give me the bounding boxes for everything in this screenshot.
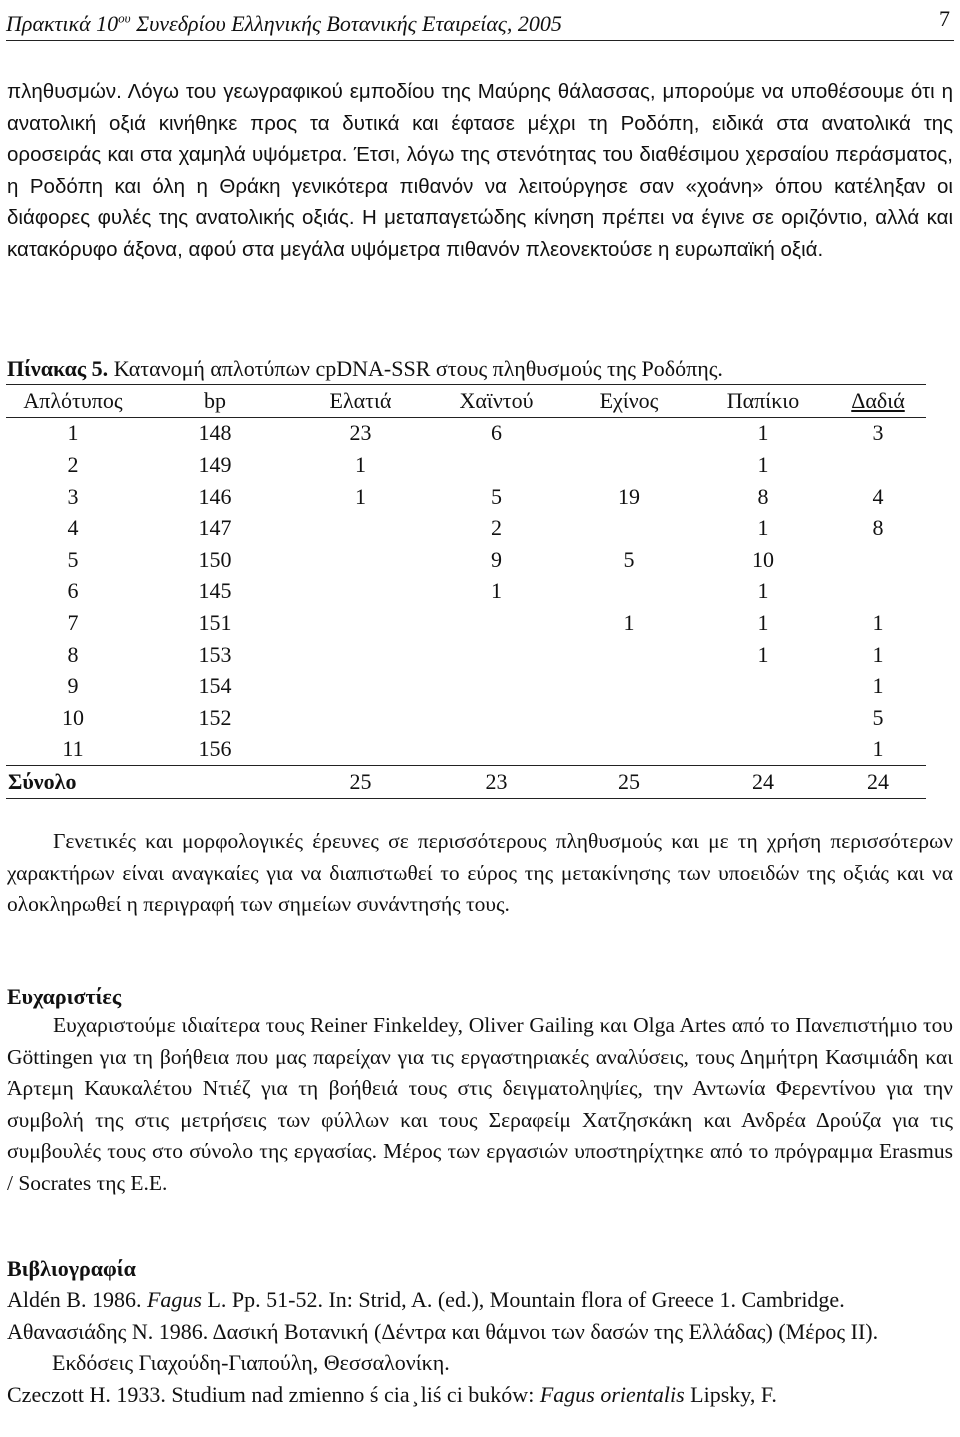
table-cell: 5 [872, 704, 884, 730]
total-label: Σύνολο [6, 766, 140, 799]
table-cell: 1 [757, 609, 769, 635]
table-cell: 146 [198, 483, 232, 509]
table-total-row [6, 766, 926, 799]
acknowledgements-text: Ευχαριστούμε ιδιαίτερα τους Reiner Finkeldey, Oliver Gailing και Olga Artes από το Πανεπιστήμιο του Göttingen για τη βοήθεια που μας παρείχαν για τις εργαστηριακές αναλύσεις, τους Δημήτρη Κασιμιάδη και Άρτεμη Καυκαλέτου Ντιέζ για τη βοήθειά τους στις δειγματοληψίες, την Αντωνία Φερεντίνου για την συμβολή της στις μετρήσεις των φύλλων και τους Σεραφείμ Χατζησκάκη και Ανδρέα Δρούζα για τις συμβουλές τους στο σύνολο της εργασίας. Μέρος των εργασιών υποστηρίχτηκε από το πρόγραμμα Erasmus / Socrates της Ε.Ε. [7, 1013, 953, 1195]
col-header: Χαϊντού [431, 385, 562, 418]
table-cell: 10 [752, 546, 774, 572]
table-cell: 1 [872, 641, 884, 667]
table-cell [290, 734, 431, 766]
table-row [6, 734, 926, 766]
table-row [6, 512, 926, 544]
table-cell: 8 [872, 515, 884, 541]
table-cell [290, 702, 431, 734]
total-cell: 24 [696, 766, 830, 799]
table-body [6, 417, 926, 798]
table-cell [562, 576, 696, 608]
bibliography-heading: Βιβλιογραφία [7, 1256, 136, 1281]
table-cell: 156 [198, 736, 232, 762]
table-cell: 5 [623, 546, 635, 572]
reference-item: Αθανασιάδης Ν. 1986. Δασική Βοτανική (Δέντρα και θάμνοι των δασών της Ελλάδας) (Μέρος ΙΙ). Εκδόσεις Γιαχούδη-Γιαπούλη, Θεσσαλονίκη. [7, 1318, 879, 1375]
table-cell: 1 [872, 609, 884, 635]
table-cell: 7 [67, 609, 79, 635]
table-cell: 147 [198, 515, 232, 541]
col-header: bp [140, 385, 290, 418]
table-cell: 1 [757, 578, 769, 604]
table-row [6, 449, 926, 481]
col-header: Δαδιά [830, 385, 926, 418]
table-cell: 153 [198, 641, 232, 667]
table-cell [431, 449, 562, 481]
table-row [6, 607, 926, 639]
table-cell [562, 639, 696, 671]
table-cell [431, 670, 562, 702]
table-cell: 9 [491, 546, 502, 572]
haplotype-table [6, 384, 926, 799]
table-row [6, 670, 926, 702]
table-cell: 6 [491, 420, 502, 446]
table-cell [562, 702, 696, 734]
table-cell: 149 [198, 451, 232, 477]
table-cell: 1 [872, 673, 884, 699]
col-header: Απλότυπος [6, 385, 140, 418]
running-header [6, 2, 952, 38]
table-cell [290, 639, 431, 671]
table-cell: 1 [491, 578, 502, 604]
table-header-row [6, 385, 926, 418]
table-cell: 150 [198, 546, 232, 572]
table-cell [830, 576, 926, 608]
table-cell: 154 [198, 673, 232, 699]
table-cell: 2 [491, 515, 502, 541]
table-row [6, 639, 926, 671]
table-cell: 4 [67, 515, 79, 541]
total-cell: 25 [562, 766, 696, 799]
table-row [6, 417, 926, 449]
page-number: 7 [939, 6, 950, 31]
header-title: Πρακτικά $10^{o\upsilon}$ Συνεδρίου Ελληνικής Βοτανικής Εταιρείας, 2005 [6, 11, 562, 37]
table-cell [696, 734, 830, 766]
table-cell: 1 [757, 641, 769, 667]
header-rule [6, 40, 954, 41]
table-cell: 10 [62, 704, 84, 730]
reference-item: Czeczott H. 1933. Studium nad zmienno ś cia ̧ liś ci buków: Fagus orientalis Lipsky, F. [7, 1381, 777, 1407]
table-cell [431, 734, 562, 766]
table-cell: 1 [355, 451, 366, 477]
table-cell: 8 [757, 483, 769, 509]
table-caption: Πίνακας 5. Κατανομή απλοτύπων cpDNA-SSR στους πληθυσμούς της Ροδόπης. [7, 356, 723, 381]
table-cell [562, 449, 696, 481]
table-cell: 151 [198, 609, 232, 635]
table-cell [562, 670, 696, 702]
table-cell [696, 670, 830, 702]
table-cell: 148 [198, 420, 232, 446]
table-row [6, 576, 926, 608]
table-cell: 1 [757, 420, 769, 446]
table-cell [290, 576, 431, 608]
table-cell: 1 [757, 451, 769, 477]
table-row [6, 481, 926, 513]
table-row [6, 702, 926, 734]
table-cell [290, 544, 431, 576]
table-cell [290, 607, 431, 639]
table-cell: 1 [623, 609, 635, 635]
col-header: Ελατιά [290, 385, 431, 418]
table-cell: 3 [67, 483, 79, 509]
table-cell [562, 417, 696, 449]
table-cell [431, 639, 562, 671]
table-cell [431, 702, 562, 734]
table-cell: 145 [198, 578, 232, 604]
col-header: Εχίνος [562, 385, 696, 418]
table-cell: 1 [872, 736, 884, 762]
table-cell: 1 [757, 515, 769, 541]
table-cell [696, 702, 830, 734]
table-cell [290, 670, 431, 702]
table-cell: 3 [872, 420, 884, 446]
table-cell: 152 [198, 704, 232, 730]
table-cell [431, 607, 562, 639]
table-cell: 19 [618, 483, 640, 509]
table-cell [830, 544, 926, 576]
reference-item: Aldén B. 1986. Fagus L. Pp. 51-52. In: Strid, A. (ed.), Mountain flora of Greece 1. Cambridge. [7, 1287, 845, 1312]
reference-list [7, 1284, 953, 1410]
table-cell [562, 734, 696, 766]
table-cell: 5 [491, 483, 502, 509]
table-cell: 23 [349, 420, 372, 446]
col-header: Παπίκιο [696, 385, 830, 418]
table-cell: 4 [872, 483, 884, 509]
table-row [6, 544, 926, 576]
table-cell: 1 [67, 420, 79, 446]
acknowledgements-heading: Ευχαριστίες [7, 984, 122, 1009]
table-cell: 1 [355, 483, 366, 509]
table-cell: 2 [67, 451, 79, 477]
table-cell: 8 [67, 641, 79, 667]
total-cell: 24 [830, 766, 926, 799]
table-cell: 11 [62, 736, 84, 762]
table-cell [562, 512, 696, 544]
table-cell: 9 [67, 673, 79, 699]
paragraph-conclusion: Γενετικές και μορφολογικές έρευνες σε περισσότερους πληθυσμούς και με τη χρήση περισσότερων χαρακτήρων είναι αναγκαίες για να διαπιστωθεί το εύρος της μετακίνησης των υποειδών της οξιάς και να ολοκληρωθεί η περιγραφή των σημείων συνάντησής τους. [7, 829, 953, 916]
paragraph-populations: πληθυσμών. Λόγω του γεωγραφικού εμποδίου της Μαύρης θάλασσας, μπορούμε να υποθέσουμε ότι η ανατολική οξιά κινήθηκε προς τα δυτικά και έφτασε μέχρι τη Ροδόπη, ειδικά στα ανατολικά της οροσειράς και στα χαμηλά υψόμετρα. Έτσι, λόγω της στενότητας του διαθέσιμου χερσαίου περάσματος, η Ροδόπη και όλη η Θράκη γενικότερα πιθανόν να λειτούργησε σαν «χοάνη» όπου κατέληξαν οι διάφορες φυλές της ανατολικής οξιάς. Η μεταπαγετώδης κίνηση πρέπει να έγινε σε οριζόντιο, αλλά και κατακόρυφο άξονα, αφού στα μεγάλα υψόμετρα πιθανόν πλεονεκτούσε η ευρωπαϊκή οξιά. [7, 80, 953, 261]
table-cell: 5 [67, 546, 79, 572]
table-cell [830, 449, 926, 481]
table-cell: 6 [67, 578, 79, 604]
total-cell: 25 [290, 766, 431, 799]
table-cell [290, 512, 431, 544]
total-cell: 23 [431, 766, 562, 799]
total-cell [140, 766, 290, 799]
